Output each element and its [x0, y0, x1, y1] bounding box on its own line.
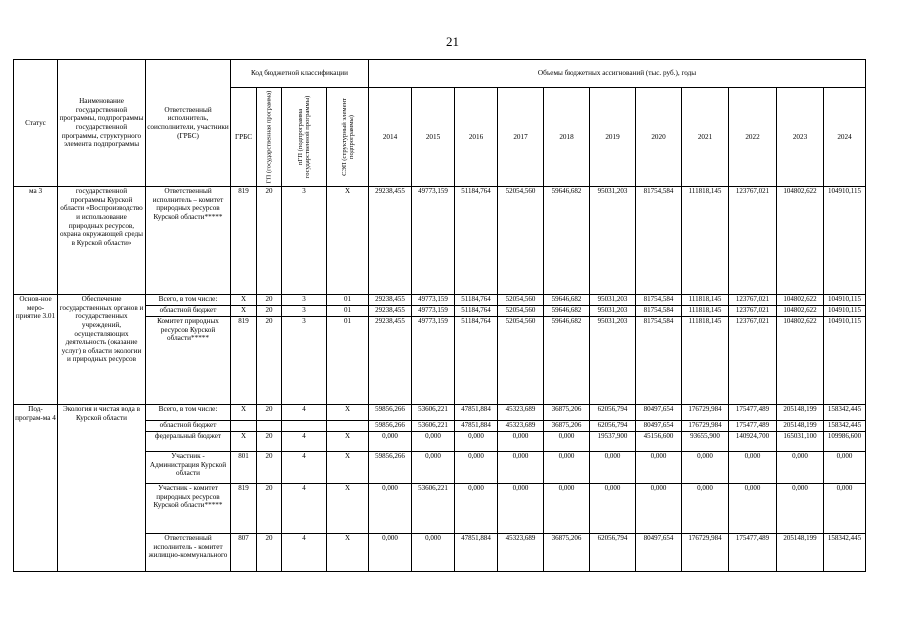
row-pgp: 4 — [282, 432, 327, 452]
row-value: 0,000 — [412, 534, 455, 572]
row-value: 62056,794 — [590, 421, 636, 432]
row-value: 93655,900 — [682, 432, 729, 452]
row-executor: Комитет природных ресурсов Курской области***** — [146, 317, 231, 405]
row-value: 0,000 — [369, 534, 412, 572]
header-year: 2022 — [729, 88, 777, 187]
header-year: 2014 — [369, 88, 412, 187]
row-value: 51184,764 — [455, 187, 498, 295]
header-year: 2016 — [455, 88, 498, 187]
row-grbs — [231, 421, 257, 432]
header-gp: ГП (государственная программа) — [257, 88, 282, 187]
row-value: 81754,584 — [636, 306, 682, 317]
row-value: 59646,682 — [544, 295, 590, 306]
row-value: 123767,021 — [729, 295, 777, 306]
row-name: Обеспечение государственных органов и государственных учреждений, осуществляющих деятельность (оказание услуг) в области экологии и природных ресурсов — [58, 295, 146, 405]
row-executor: областной бюджет — [146, 421, 231, 432]
row-value: 111818,145 — [682, 306, 729, 317]
row-value: 47851,884 — [455, 405, 498, 421]
table-row — [14, 295, 866, 306]
row-executor: областной бюджет — [146, 306, 231, 317]
row-value: 49773,159 — [412, 306, 455, 317]
page-number: 21 — [446, 34, 459, 49]
row-value: 53606,221 — [412, 405, 455, 421]
row-value: 0,000 — [682, 484, 729, 534]
row-pgp: 3 — [282, 306, 327, 317]
row-executor: Ответственный исполнитель – комитет природных ресурсов Курской области***** — [146, 187, 231, 295]
header-status: Статус — [14, 60, 58, 187]
row-sep: X — [327, 432, 369, 452]
row-value: 104910,115 — [824, 187, 866, 295]
row-gp: 20 — [257, 484, 282, 534]
row-gp: 20 — [257, 306, 282, 317]
row-executor: Всего, в том числе: — [146, 405, 231, 421]
row-value: 52054,560 — [498, 306, 544, 317]
row-value: 49773,159 — [412, 187, 455, 295]
table-row — [14, 405, 866, 421]
row-value: 0,000 — [729, 452, 777, 484]
row-value: 165031,100 — [777, 432, 824, 452]
row-gp — [257, 421, 282, 432]
row-value: 0,000 — [682, 452, 729, 484]
table-row — [14, 187, 866, 295]
row-value: 111818,145 — [682, 317, 729, 405]
row-value: 0,000 — [369, 432, 412, 452]
row-sep: X — [327, 534, 369, 572]
row-value: 0,000 — [498, 484, 544, 534]
row-value: 0,000 — [544, 432, 590, 452]
row-value: 111818,145 — [682, 295, 729, 306]
row-value: 59856,266 — [369, 421, 412, 432]
row-value: 176729,984 — [682, 421, 729, 432]
row-value: 0,000 — [777, 484, 824, 534]
row-value: 123767,021 — [729, 317, 777, 405]
row-sep: X — [327, 484, 369, 534]
row-gp: 20 — [257, 295, 282, 306]
row-value: 62056,794 — [590, 405, 636, 421]
row-value: 53606,221 — [412, 484, 455, 534]
header-year: 2019 — [590, 88, 636, 187]
row-value: 0,000 — [498, 432, 544, 452]
row-value: 104910,115 — [824, 306, 866, 317]
row-gp: 20 — [257, 432, 282, 452]
row-status: Основ-ное меро-приятие 3.01 — [14, 295, 58, 405]
row-value: 104910,115 — [824, 295, 866, 306]
row-value: 29238,455 — [369, 187, 412, 295]
row-grbs: 819 — [231, 187, 257, 295]
header-year: 2015 — [412, 88, 455, 187]
row-sep: X — [327, 405, 369, 421]
row-value: 59646,682 — [544, 317, 590, 405]
row-gp: 20 — [257, 452, 282, 484]
row-pgp: 3 — [282, 187, 327, 295]
row-value: 104802,622 — [777, 317, 824, 405]
row-value: 109986,600 — [824, 432, 866, 452]
row-value: 104910,115 — [824, 317, 866, 405]
row-value: 36875,206 — [544, 405, 590, 421]
row-value: 45323,689 — [498, 421, 544, 432]
row-value: 158342,445 — [824, 405, 866, 421]
row-value: 95031,203 — [590, 187, 636, 295]
row-value: 52054,560 — [498, 187, 544, 295]
row-sep: 01 — [327, 317, 369, 405]
row-executor: Всего, в том числе: — [146, 295, 231, 306]
row-value: 104802,622 — [777, 295, 824, 306]
row-value: 104802,622 — [777, 306, 824, 317]
row-value: 80497,654 — [636, 421, 682, 432]
row-gp: 20 — [257, 405, 282, 421]
row-value: 205148,199 — [777, 534, 824, 572]
row-value: 0,000 — [455, 432, 498, 452]
row-value: 0,000 — [369, 484, 412, 534]
row-value: 123767,021 — [729, 306, 777, 317]
row-value: 176729,984 — [682, 534, 729, 572]
row-name: государственной программы Курской области «Воспроизводство и использование природных ресурсов, охрана окружающей среды в Курской области» — [58, 187, 146, 295]
row-value: 176729,984 — [682, 405, 729, 421]
row-value: 62056,794 — [590, 534, 636, 572]
header-executor: Ответственный исполнитель, соисполнители, участники (ГРБС) — [146, 60, 231, 187]
row-sep: X — [327, 187, 369, 295]
row-value: 205148,199 — [777, 421, 824, 432]
header-name: Наименование государственной программы, подпрограммы государственной программы, структурного элемента подпрограммы — [58, 60, 146, 187]
header-year: 2018 — [544, 88, 590, 187]
row-grbs: 819 — [231, 317, 257, 405]
row-value: 0,000 — [412, 452, 455, 484]
row-executor: Участник - Администрация Курской области — [146, 452, 231, 484]
header-year: 2023 — [777, 88, 824, 187]
row-grbs: 807 — [231, 534, 257, 572]
row-pgp — [282, 421, 327, 432]
row-value: 175477,489 — [729, 405, 777, 421]
row-value: 0,000 — [412, 432, 455, 452]
row-value: 175477,489 — [729, 534, 777, 572]
row-value: 45323,689 — [498, 405, 544, 421]
row-value: 29238,455 — [369, 295, 412, 306]
row-value: 111818,145 — [682, 187, 729, 295]
row-value: 36875,206 — [544, 421, 590, 432]
row-value: 0,000 — [544, 452, 590, 484]
row-value: 29238,455 — [369, 306, 412, 317]
row-grbs: X — [231, 432, 257, 452]
header-year: 2017 — [498, 88, 544, 187]
row-executor: Ответственный исполнитель - комитет жилищно-коммунального — [146, 534, 231, 572]
row-value: 53606,221 — [412, 421, 455, 432]
header-year: 2024 — [824, 88, 866, 187]
row-value: 175477,489 — [729, 421, 777, 432]
header-sep: СЭП (структурный элемент подпрограммы) — [327, 88, 369, 187]
row-value: 47851,884 — [455, 421, 498, 432]
row-value: 0,000 — [824, 452, 866, 484]
row-value: 49773,159 — [412, 295, 455, 306]
row-sep: 01 — [327, 295, 369, 306]
row-value: 29238,455 — [369, 317, 412, 405]
row-value: 59856,266 — [369, 452, 412, 484]
row-name: Экология и чистая вода в Курской области — [58, 405, 146, 572]
row-value: 158342,445 — [824, 421, 866, 432]
row-value: 45323,689 — [498, 534, 544, 572]
row-pgp: 3 — [282, 317, 327, 405]
row-value: 51184,764 — [455, 295, 498, 306]
row-value: 0,000 — [455, 484, 498, 534]
row-value: 59646,682 — [544, 187, 590, 295]
row-executor: федеральный бюджет — [146, 432, 231, 452]
row-value: 49773,159 — [412, 317, 455, 405]
row-value: 36875,206 — [544, 534, 590, 572]
row-value: 47851,884 — [455, 534, 498, 572]
row-grbs: X — [231, 405, 257, 421]
row-grbs: X — [231, 306, 257, 317]
row-value: 0,000 — [498, 452, 544, 484]
row-value: 80497,654 — [636, 405, 682, 421]
header-volume-group: Объемы бюджетных ассигнований (тыс. руб.), годы — [369, 60, 866, 88]
row-value: 123767,021 — [729, 187, 777, 295]
row-value: 59646,682 — [544, 306, 590, 317]
row-value: 81754,584 — [636, 317, 682, 405]
row-value: 51184,764 — [455, 317, 498, 405]
row-value: 0,000 — [636, 452, 682, 484]
row-value: 0,000 — [824, 484, 866, 534]
row-pgp: 4 — [282, 484, 327, 534]
row-grbs: 819 — [231, 484, 257, 534]
row-value: 0,000 — [777, 452, 824, 484]
row-value: 0,000 — [636, 484, 682, 534]
row-value: 140924,700 — [729, 432, 777, 452]
row-value: 52054,560 — [498, 295, 544, 306]
row-sep: 01 — [327, 306, 369, 317]
header-year: 2021 — [682, 88, 729, 187]
row-executor: Участник - комитет природных ресурсов Курской области***** — [146, 484, 231, 534]
row-gp: 20 — [257, 534, 282, 572]
row-pgp: 4 — [282, 534, 327, 572]
row-value: 95031,203 — [590, 306, 636, 317]
row-value: 104802,622 — [777, 187, 824, 295]
row-pgp: 4 — [282, 405, 327, 421]
row-gp: 20 — [257, 317, 282, 405]
row-value: 45156,600 — [636, 432, 682, 452]
row-value: 0,000 — [544, 484, 590, 534]
row-value: 51184,764 — [455, 306, 498, 317]
row-value: 52054,560 — [498, 317, 544, 405]
row-sep — [327, 421, 369, 432]
row-pgp: 3 — [282, 295, 327, 306]
header-code-group: Код бюджетной классификации — [231, 60, 369, 88]
row-value: 95031,203 — [590, 295, 636, 306]
row-grbs: 801 — [231, 452, 257, 484]
row-status: Под-програм-ма 4 — [14, 405, 58, 572]
row-gp: 20 — [257, 187, 282, 295]
row-value: 19537,900 — [590, 432, 636, 452]
row-grbs: X — [231, 295, 257, 306]
budget-allocation-table — [13, 59, 866, 572]
row-value: 0,000 — [590, 484, 636, 534]
header-year: 2020 — [636, 88, 682, 187]
header-grbs: ГРБС — [231, 88, 257, 187]
row-value: 158342,445 — [824, 534, 866, 572]
row-value: 59856,266 — [369, 405, 412, 421]
row-value: 0,000 — [729, 484, 777, 534]
row-value: 0,000 — [590, 452, 636, 484]
row-value: 81754,584 — [636, 295, 682, 306]
row-sep: X — [327, 452, 369, 484]
row-value: 205148,199 — [777, 405, 824, 421]
row-pgp: 4 — [282, 452, 327, 484]
row-status: ма 3 — [14, 187, 58, 295]
row-value: 95031,203 — [590, 317, 636, 405]
row-value: 80497,654 — [636, 534, 682, 572]
row-value: 0,000 — [455, 452, 498, 484]
header-pgp: пГП (подпрограмма государственной программы) — [282, 88, 327, 187]
row-value: 81754,584 — [636, 187, 682, 295]
